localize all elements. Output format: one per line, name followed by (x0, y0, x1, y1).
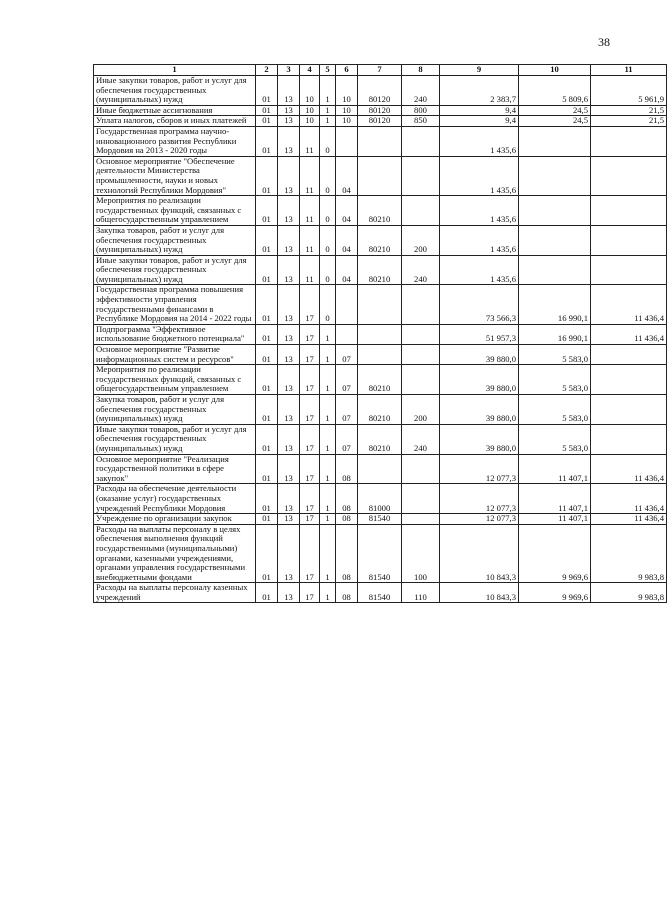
table-row (94, 324, 667, 344)
code-7 (358, 156, 402, 195)
code-5: 0 (320, 126, 336, 156)
table-row (94, 345, 667, 365)
code-7: 80210 (358, 365, 402, 395)
code-3: 13 (278, 255, 300, 285)
table-row (94, 583, 667, 603)
code-7: 80210 (358, 255, 402, 285)
code-6: 04 (336, 156, 358, 195)
code-4: 10 (300, 76, 320, 106)
row-name: Основное мероприятие "Развитие информационных систем и ресурсов" (94, 345, 256, 365)
row-name: Расходы на обеспечение деятельности (оказание услуг) государственных учреждений Республики Мордовия (94, 484, 256, 514)
column-header: 6 (336, 65, 358, 76)
amount-9: 1 435,6 (440, 156, 519, 195)
code-3: 13 (278, 365, 300, 395)
code-7: 80120 (358, 105, 402, 116)
code-8: 240 (402, 255, 440, 285)
code-7: 81540 (358, 583, 402, 603)
row-name: Основное мероприятие "Обеспечение деятельности Министерства промышленности, науки и новых технологий Республики Мордовия" (94, 156, 256, 195)
row-name: Мероприятия по реализации государственных функций, связанных с общегосударственным управлением (94, 196, 256, 226)
amount-11 (591, 255, 667, 285)
code-8: 800 (402, 105, 440, 116)
code-5: 1 (320, 514, 336, 525)
code-4: 17 (300, 524, 320, 583)
amount-11: 11 436,4 (591, 324, 667, 344)
amount-9: 12 077,3 (440, 514, 519, 525)
amount-10: 5 583,0 (519, 395, 591, 425)
code-3: 13 (278, 524, 300, 583)
code-3: 13 (278, 116, 300, 127)
code-4: 17 (300, 424, 320, 454)
code-2: 01 (256, 324, 278, 344)
column-header: 5 (320, 65, 336, 76)
column-header: 3 (278, 65, 300, 76)
code-8 (402, 454, 440, 484)
code-2: 01 (256, 365, 278, 395)
row-name: Подпрограмма "Эффективное использование бюджетного потенциала" (94, 324, 256, 344)
table-row (94, 365, 667, 395)
code-4: 17 (300, 365, 320, 395)
code-8 (402, 365, 440, 395)
code-7: 80120 (358, 116, 402, 127)
code-7: 80210 (358, 225, 402, 255)
code-2: 01 (256, 156, 278, 195)
amount-10: 11 407,1 (519, 484, 591, 514)
code-4: 17 (300, 514, 320, 525)
amount-11: 9 983,8 (591, 524, 667, 583)
column-header: 2 (256, 65, 278, 76)
code-3: 13 (278, 76, 300, 106)
amount-10: 24,5 (519, 105, 591, 116)
code-8 (402, 285, 440, 324)
code-3: 13 (278, 285, 300, 324)
code-8 (402, 345, 440, 365)
code-5: 0 (320, 225, 336, 255)
code-8: 200 (402, 395, 440, 425)
code-7: 80210 (358, 424, 402, 454)
amount-10: 16 990,1 (519, 324, 591, 344)
code-8 (402, 126, 440, 156)
table-row (94, 196, 667, 226)
code-2: 01 (256, 454, 278, 484)
code-8 (402, 324, 440, 344)
amount-10 (519, 225, 591, 255)
code-6: 07 (336, 395, 358, 425)
amount-11 (591, 156, 667, 195)
code-7: 81540 (358, 524, 402, 583)
code-5: 1 (320, 454, 336, 484)
amount-11: 5 961,9 (591, 76, 667, 106)
row-name: Закупка товаров, работ и услуг для обеспечения государственных (муниципальных) нужд (94, 395, 256, 425)
code-2: 01 (256, 285, 278, 324)
table-row (94, 76, 667, 106)
amount-10: 5 809,6 (519, 76, 591, 106)
amount-9: 39 880,0 (440, 365, 519, 395)
code-6: 08 (336, 454, 358, 484)
amount-10 (519, 156, 591, 195)
amount-9: 10 843,3 (440, 524, 519, 583)
code-4: 11 (300, 196, 320, 226)
amount-11: 11 436,4 (591, 454, 667, 484)
code-2: 01 (256, 424, 278, 454)
page-number: 38 (598, 35, 610, 49)
row-name: Государственная программа научно-инновационного развития Республики Мордовия на 2013 - 2020 годы (94, 126, 256, 156)
code-5: 0 (320, 196, 336, 226)
amount-10 (519, 126, 591, 156)
amount-11 (591, 365, 667, 395)
code-2: 01 (256, 116, 278, 127)
code-3: 13 (278, 225, 300, 255)
amount-9: 12 077,3 (440, 454, 519, 484)
code-6: 07 (336, 345, 358, 365)
amount-9: 1 435,6 (440, 255, 519, 285)
code-4: 17 (300, 285, 320, 324)
code-3: 13 (278, 514, 300, 525)
row-name: Иные закупки товаров, работ и услуг для обеспечения государственных (муниципальных) нужд (94, 255, 256, 285)
amount-11: 21,5 (591, 105, 667, 116)
amount-11: 21,5 (591, 116, 667, 127)
row-name: Основное мероприятие "Реализация государственной политики в сфере закупок" (94, 454, 256, 484)
code-2: 01 (256, 126, 278, 156)
amount-10: 11 407,1 (519, 454, 591, 484)
amount-9: 1 435,6 (440, 126, 519, 156)
code-3: 13 (278, 395, 300, 425)
code-4: 17 (300, 324, 320, 344)
amount-9: 2 383,7 (440, 76, 519, 106)
amount-10: 11 407,1 (519, 514, 591, 525)
code-7 (358, 126, 402, 156)
code-2: 01 (256, 105, 278, 116)
code-5: 0 (320, 156, 336, 195)
row-name: Государственная программа повышения эффективности управления государственными финансами в Республике Мордовия на 2014 - 2022 годы (94, 285, 256, 324)
code-5: 1 (320, 324, 336, 344)
code-8 (402, 196, 440, 226)
table-row (94, 105, 667, 116)
code-7 (358, 324, 402, 344)
amount-11 (591, 395, 667, 425)
amount-10: 24,5 (519, 116, 591, 127)
code-2: 01 (256, 196, 278, 226)
amount-9: 39 880,0 (440, 395, 519, 425)
code-8: 200 (402, 225, 440, 255)
code-3: 13 (278, 105, 300, 116)
amount-11: 11 436,4 (591, 514, 667, 525)
code-4: 11 (300, 255, 320, 285)
code-7 (358, 454, 402, 484)
amount-11: 11 436,4 (591, 484, 667, 514)
code-6 (336, 324, 358, 344)
code-8 (402, 156, 440, 195)
row-name: Уплата налогов, сборов и иных платежей (94, 116, 256, 127)
column-header: 4 (300, 65, 320, 76)
code-4: 17 (300, 583, 320, 603)
code-6: 04 (336, 255, 358, 285)
code-6: 07 (336, 365, 358, 395)
amount-9: 9,4 (440, 116, 519, 127)
code-6 (336, 126, 358, 156)
code-3: 13 (278, 156, 300, 195)
amount-10: 5 583,0 (519, 365, 591, 395)
code-6: 07 (336, 424, 358, 454)
code-2: 01 (256, 76, 278, 106)
amount-11 (591, 225, 667, 255)
code-4: 10 (300, 105, 320, 116)
amount-9: 9,4 (440, 105, 519, 116)
row-name: Расходы на выплаты персоналу казенных учреждений (94, 583, 256, 603)
amount-10 (519, 196, 591, 226)
amount-11: 9 983,8 (591, 583, 667, 603)
column-header: 11 (591, 65, 667, 76)
code-5: 1 (320, 105, 336, 116)
code-3: 13 (278, 583, 300, 603)
amount-11 (591, 424, 667, 454)
amount-9: 73 566,3 (440, 285, 519, 324)
code-2: 01 (256, 255, 278, 285)
column-header: 1 (94, 65, 256, 76)
amount-10: 9 969,6 (519, 583, 591, 603)
code-5: 1 (320, 76, 336, 106)
code-4: 11 (300, 156, 320, 195)
code-6: 10 (336, 76, 358, 106)
row-name: Мероприятия по реализации государственных функций, связанных с общегосударственным управлением (94, 365, 256, 395)
amount-11 (591, 126, 667, 156)
code-4: 17 (300, 484, 320, 514)
amount-11 (591, 345, 667, 365)
table-row (94, 514, 667, 525)
code-3: 13 (278, 196, 300, 226)
table-row (94, 484, 667, 514)
amount-9: 51 957,3 (440, 324, 519, 344)
amount-9: 1 435,6 (440, 225, 519, 255)
amount-10: 16 990,1 (519, 285, 591, 324)
code-2: 01 (256, 484, 278, 514)
code-8 (402, 484, 440, 514)
amount-10: 9 969,6 (519, 524, 591, 583)
amount-9: 39 880,0 (440, 424, 519, 454)
code-2: 01 (256, 345, 278, 365)
table-row (94, 524, 667, 583)
amount-9: 10 843,3 (440, 583, 519, 603)
table-row (94, 126, 667, 156)
code-8: 110 (402, 583, 440, 603)
code-4: 17 (300, 345, 320, 365)
row-name: Иные закупки товаров, работ и услуг для обеспечения государственных (муниципальных) нужд (94, 424, 256, 454)
row-name: Иные бюджетные ассигнования (94, 105, 256, 116)
row-name: Учреждение по организации закупок (94, 514, 256, 525)
code-7: 81540 (358, 514, 402, 525)
code-5: 1 (320, 524, 336, 583)
column-header: 9 (440, 65, 519, 76)
amount-9: 12 077,3 (440, 484, 519, 514)
column-header: 7 (358, 65, 402, 76)
code-6: 10 (336, 105, 358, 116)
code-5: 1 (320, 583, 336, 603)
table-row (94, 424, 667, 454)
code-5: 0 (320, 255, 336, 285)
code-4: 11 (300, 225, 320, 255)
code-5: 0 (320, 285, 336, 324)
amount-10: 5 583,0 (519, 424, 591, 454)
code-6: 08 (336, 514, 358, 525)
code-8: 240 (402, 424, 440, 454)
code-8: 850 (402, 116, 440, 127)
amount-11: 11 436,4 (591, 285, 667, 324)
code-4: 17 (300, 454, 320, 484)
code-5: 1 (320, 365, 336, 395)
amount-11 (591, 196, 667, 226)
code-7: 81000 (358, 484, 402, 514)
code-7 (358, 345, 402, 365)
code-3: 13 (278, 424, 300, 454)
code-2: 01 (256, 225, 278, 255)
amount-9: 39 880,0 (440, 345, 519, 365)
column-header: 8 (402, 65, 440, 76)
table-row (94, 285, 667, 324)
code-6: 04 (336, 196, 358, 226)
code-7: 80120 (358, 76, 402, 106)
code-3: 13 (278, 324, 300, 344)
code-3: 13 (278, 484, 300, 514)
code-5: 1 (320, 345, 336, 365)
budget-table (93, 64, 667, 603)
code-6 (336, 285, 358, 324)
code-3: 13 (278, 345, 300, 365)
code-5: 1 (320, 484, 336, 514)
table-row (94, 395, 667, 425)
code-7: 80210 (358, 395, 402, 425)
table-row (94, 454, 667, 484)
code-2: 01 (256, 514, 278, 525)
table-row (94, 116, 667, 127)
code-8: 240 (402, 76, 440, 106)
code-6: 10 (336, 116, 358, 127)
code-3: 13 (278, 126, 300, 156)
code-6: 08 (336, 524, 358, 583)
row-name: Закупка товаров, работ и услуг для обеспечения государственных (муниципальных) нужд (94, 225, 256, 255)
code-5: 1 (320, 116, 336, 127)
row-name: Иные закупки товаров, работ и услуг для обеспечения государственных (муниципальных) нужд (94, 76, 256, 106)
code-4: 17 (300, 395, 320, 425)
table-row (94, 156, 667, 195)
table-row (94, 255, 667, 285)
code-8 (402, 514, 440, 525)
code-5: 1 (320, 424, 336, 454)
table-row (94, 225, 667, 255)
code-2: 01 (256, 524, 278, 583)
code-4: 10 (300, 116, 320, 127)
code-6: 04 (336, 225, 358, 255)
code-3: 13 (278, 454, 300, 484)
code-2: 01 (256, 583, 278, 603)
code-6: 08 (336, 583, 358, 603)
amount-10 (519, 255, 591, 285)
code-7: 80210 (358, 196, 402, 226)
row-name: Расходы на выплаты персоналу в целях обеспечения выполнения функций государственными (муниципальными) органами, казенными учреждениями, органами управления государственными внебюджетными фондами (94, 524, 256, 583)
column-header: 10 (519, 65, 591, 76)
code-7 (358, 285, 402, 324)
code-6: 08 (336, 484, 358, 514)
amount-10: 5 583,0 (519, 345, 591, 365)
amount-9: 1 435,6 (440, 196, 519, 226)
code-4: 11 (300, 126, 320, 156)
code-2: 01 (256, 395, 278, 425)
code-5: 1 (320, 395, 336, 425)
code-8: 100 (402, 524, 440, 583)
table-header-row (94, 65, 667, 76)
